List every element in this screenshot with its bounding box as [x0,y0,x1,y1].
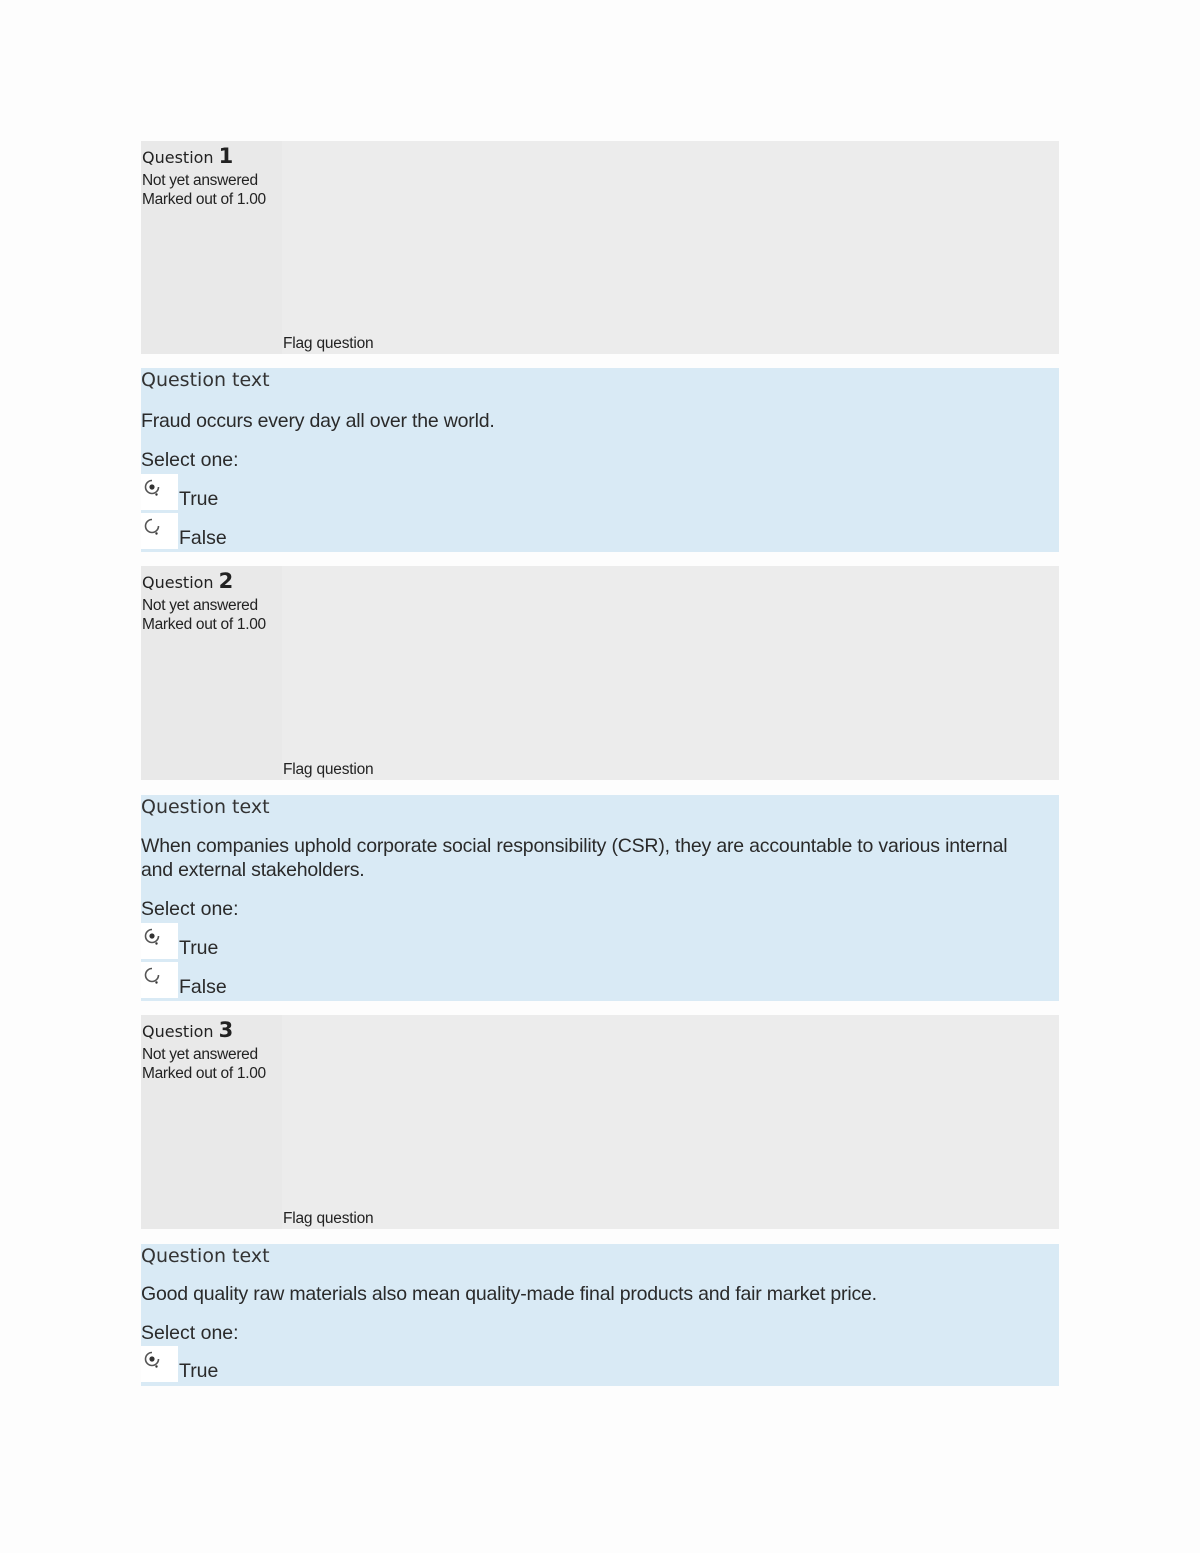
question-content-2 [141,795,1059,1001]
question-content-1 [141,368,1059,552]
question-info-1 [141,141,1059,354]
answer-option-false[interactable] [141,962,341,1000]
question-text: Good quality raw materials also mean quality-made final products and fair market price. [141,1283,877,1305]
radio-button[interactable] [141,962,178,998]
radio-icon [144,1351,160,1371]
radio-icon [144,967,160,987]
radio-icon [144,928,160,948]
flag-question-link[interactable]: Flag question [283,1210,374,1227]
question-grade: Marked out of 1.00 [142,1065,266,1082]
select-one-prompt: Select one: [141,898,239,920]
question-number: 2 [218,569,234,593]
question-state: Not yet answered [142,597,258,614]
flag-question-link[interactable]: Flag question [283,335,374,352]
question-text-heading: Question text [141,796,270,818]
question-text: When companies uphold corporate social responsibility (CSR), they are accountable to various internal and external stakeholders. [141,835,1008,881]
question-label: Question [142,1022,214,1041]
radio-button[interactable] [141,513,178,549]
answer-option-true[interactable] [141,474,341,512]
question-text-heading: Question text [141,1245,270,1267]
question-info-2 [141,566,1059,780]
radio-button[interactable] [141,1346,178,1382]
question-number: 1 [218,144,234,168]
question-number: 3 [218,1018,234,1042]
answer-option-true[interactable] [141,1346,341,1384]
question-grade: Marked out of 1.00 [142,616,266,633]
option-label: True [179,488,219,510]
select-one-prompt: Select one: [141,1322,239,1344]
question-state: Not yet answered [142,1046,258,1063]
radio-icon [144,518,160,538]
question-content-3 [141,1244,1059,1386]
question-info-3 [141,1015,1059,1229]
radio-button[interactable] [141,923,178,959]
answer-option-true[interactable] [141,923,341,961]
question-label: Question [142,573,214,592]
question-text: Fraud occurs every day all over the world. [141,410,495,432]
option-label: True [179,937,219,959]
question-text-heading: Question text [141,369,270,391]
select-one-prompt: Select one: [141,449,239,471]
question-state: Not yet answered [142,172,258,189]
flag-question-link[interactable]: Flag question [283,761,374,778]
question-title [142,1018,233,1042]
option-label: False [179,976,227,998]
answer-option-false[interactable] [141,513,341,551]
question-grade: Marked out of 1.00 [142,191,266,208]
radio-icon [144,479,160,499]
option-label: True [179,1360,219,1382]
option-label: False [179,527,227,549]
question-title [142,144,233,168]
radio-button[interactable] [141,474,178,510]
question-label: Question [142,148,214,167]
question-title [142,569,233,593]
